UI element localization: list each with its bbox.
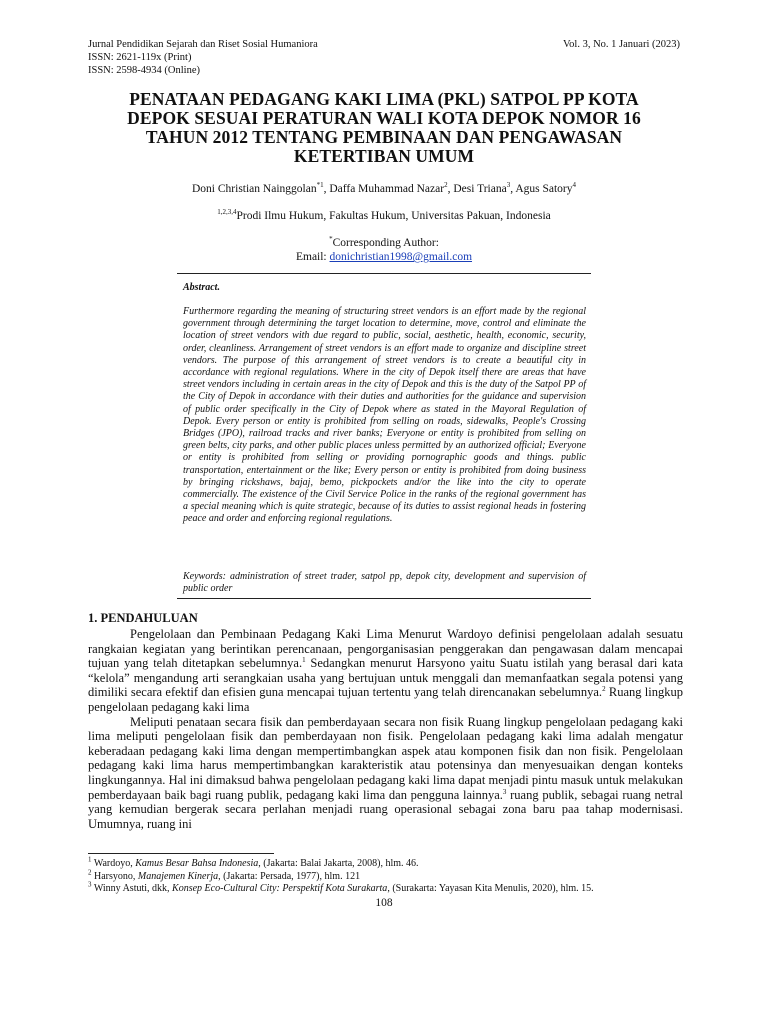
author-list [88, 183, 680, 195]
affiliation: $^{1,2,3,4}$Prodi Ilmu Hukum, Fakultas Hukum, Universitas Pakuan, Indonesia [217, 208, 551, 222]
body-text [88, 627, 683, 831]
footnote-ref: 1 [302, 656, 306, 665]
paper-title: PENATAAN PEDAGANG KAKI LIMA (PKL) SATPOL PP KOTA DEPOK SESUAI PERATURAN WALI KOTA DEPOK NOMOR 16 TAHUN 2012 TENTANG PEMBINAAN DAN PENGAWASAN KETERTIBAN UMUM [127, 89, 641, 166]
keywords: Keywords: administration of street trader, satpol pp, depok city, development and supervision of public order [183, 571, 586, 595]
running-header-volume: Vol. 3, No. 1 Januari (2023) [562, 39, 680, 50]
paragraph: Pengelolaan dan Pembinaan Pedagang Kaki Lima Menurut Wardoyo definisi pengelolaan adalah sesuatu rangkaian kegiatan yang berintikan perencanaan, pengorganisasian penggerakan dan pengawasan dalam mencapai tujuan yang telah ditetapkan sebelumnya.$^1$ Sedangkan menurut Harsyono yaitu Suatu istilah yang berasal dari kata “kelola” mengandung arti serangkaian usaha yang bertujuan untuk menggali dan memanfaatkan segala potensi yang dimiliki secara efektif dan efisien guna mencapai tujuan tertentu yang telah direncanakan sebelumnya.$^2$ Ruang lingkup pengelolaan pedagang kaki lima [88, 627, 683, 714]
journal-name: Jurnal Pendidikan Sejarah dan Riset Sosial Humaniora [88, 39, 318, 50]
abstract-label: Abstract. [183, 282, 220, 293]
footnote: $^3$ Winny Astuti, dkk, Konsep Eco-Cultural City: Perspektif Kota Surakarta, (Surakarta: Yayasan Kita Menulis, 2020), hlm. 15. [88, 880, 594, 895]
running-header-left [88, 38, 318, 77]
footnotes [88, 855, 688, 896]
footnote-ref: 3 [502, 787, 507, 796]
section-heading: 1. PENDAHULUAN [88, 611, 198, 625]
corresponding-author: *Corresponding Author: Email: donichristian1998@gmail.com [295, 235, 473, 263]
issn-online: ISSN: 2598-4934 (Online) [88, 65, 200, 76]
abstract-bottom-rule [177, 598, 591, 599]
author: Agus Satory$^4$ [515, 181, 576, 195]
email-link[interactable]: donichristian1998@gmail.com [329, 251, 473, 263]
footnote: $^1$ Wardoyo, Kamus Besar Bahsa Indonesia, (Jakarta: Balai Jakarta, 2008), hlm. 46. [88, 855, 419, 869]
abstract-text: Furthermore regarding the meaning of structuring street vendors is an effort made by the regional government through determining the target location to determine, move, control and eliminate the location of street vendors with due regard to public, social, aesthetic, health, economic, security, order, cleanliness. Arrangement of street vendors is an effort made to organize and discipline street vendors. The purpose of this arrangement of street vendors is to create a beautiful city in accordance with regional regulations. Where in the city of Depok itself there are areas that have street vendors including in certain areas in the city of Depok and this is the duty of the Satpol PP of the City of Depok in accordance with their duties and authorities for the guidance and supervision of public order specifically in the City of Depok where as stated in the Mayoral Regulation of Depok. Every person or entity is prohibited from selling on roads, sidewalks, People's Crossing Bridges (JPO), railroad tracks and river banks; Everyone or entity is prohibited from selling on green belts, city parks, and other public places unless permitted by an authorized official; Everyone or entity is prohibited from selling or providing pornographic goods and things. public transportation, entertainment or the like; Every person or entity is prohibited from doing business by bringing rickshaws, bajaj, bemo, pickpockets and/or the like into the city to operate commercially. The existence of the Civil Service Police in the ranks of the regional government has a special meaning which is quite strategic, because of its duties to assist regional heads in fostering peace and order and enforcing regional regulations. [183, 306, 586, 525]
abstract-top-rule [177, 273, 591, 274]
footnote: $^2$ Harsyono, Manajemen Kinerja, (Jakarta: Persada, 1977), hlm. 121 [88, 868, 361, 882]
author: Desi Triana$^3$, [453, 181, 516, 195]
page-number: 108 [375, 897, 393, 909]
paragraph: Meliputi penataan secara fisik dan pemberdayaan secara non fisik Ruang lingkup pengelolaan pedagang kaki lima meliputi pengelolaan fisik dan pemberdayaan non fisik. Pengelolaan pedagang kaki lima adalah mengatur keberadaan pedagang kaki lima dengan mempertimbangkan aspek atau komponen fisik dan non fisik. Pengelolaan pedagang kaki lima harus mempertimbangkan karakteristik atau potensinya dan menyesuaikan dengan konteks lingkungannya. Hal ini dimaksud bahwa pengelolaan pedagang kaki lima dapat menjadi pintu masuk untuk melakukan pemberdayaan baik bagi ruang publik, pedagang kaki lima dan pengguna lainnya.$^3$ ruang publik, sebagai ruang netral yang kemudian bergerak secara perlahan menjadi ruang operasional sebagai zona baru paa tahap modernisasi. Umumnya, ruang ini [88, 714, 683, 831]
footnote-rule [88, 853, 274, 854]
author: Daffa Muhammad Nazar$^2$, [329, 181, 454, 195]
author: Doni Christian Nainggolan$^{*1}$, [192, 181, 330, 195]
footnote-ref: 2 [602, 685, 606, 694]
issn-print: ISSN: 2621-119x (Print) [88, 52, 192, 63]
